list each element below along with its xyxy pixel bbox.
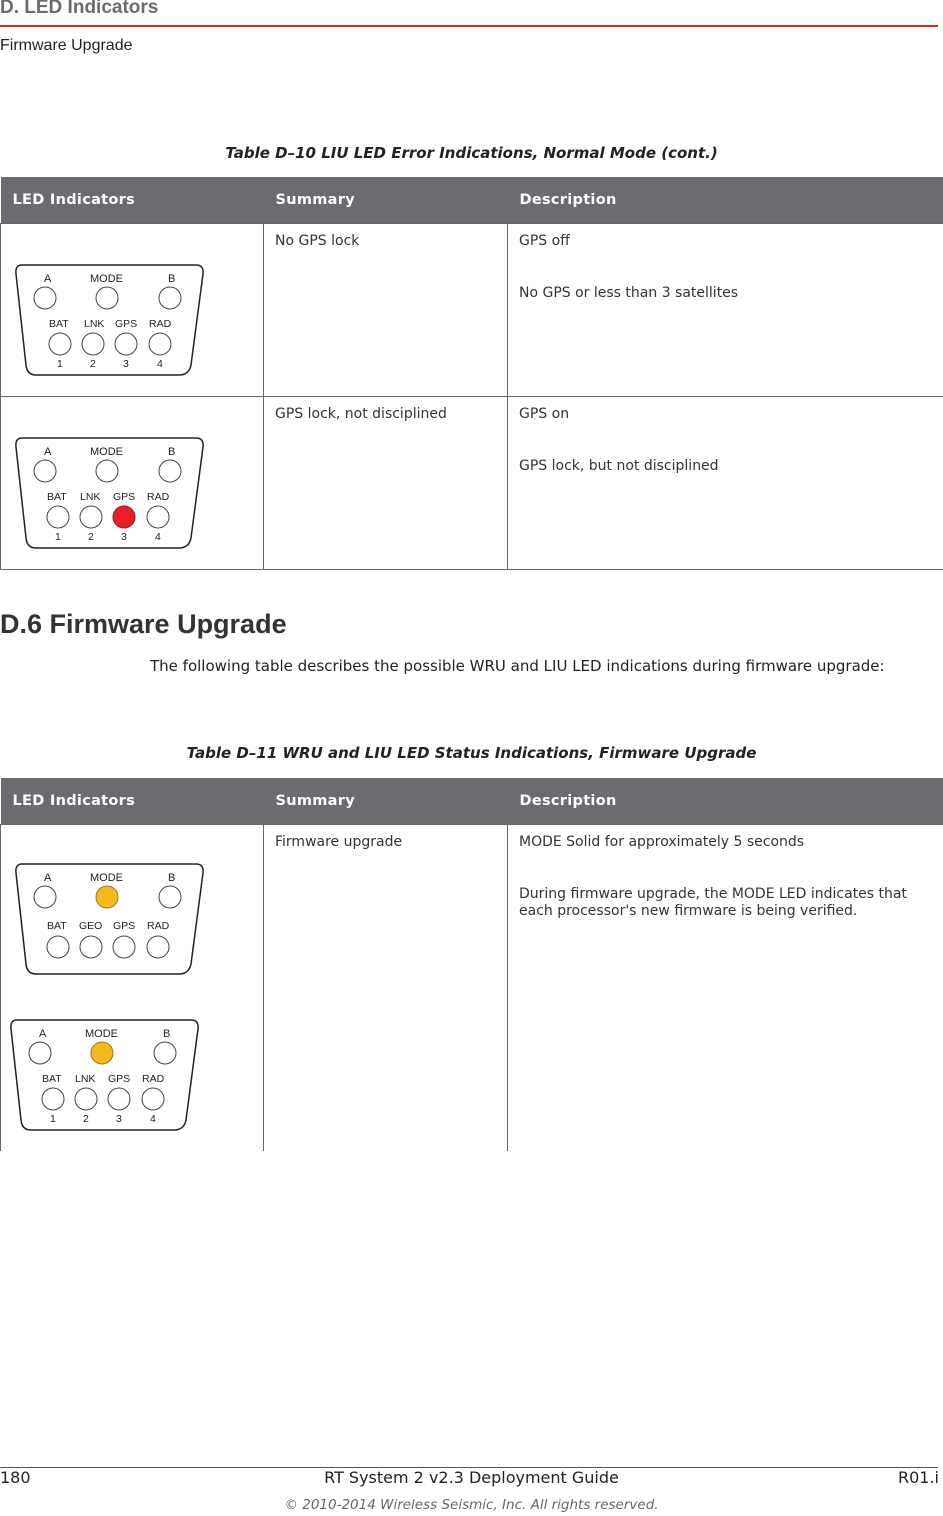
led-rad xyxy=(142,1088,164,1110)
led-number-4: 4 xyxy=(155,531,161,543)
led-a xyxy=(34,460,56,482)
liu-led-panel-graphic xyxy=(10,435,210,555)
led-a xyxy=(29,1042,51,1064)
section-heading: D.6 Firmware Upgrade xyxy=(0,609,287,639)
led-label-lnk: LNK xyxy=(84,318,105,330)
led-number-3: 3 xyxy=(123,358,129,370)
led-label-b: B xyxy=(168,273,176,285)
led-mode-lit-amber xyxy=(96,886,118,908)
summary-cell xyxy=(264,825,508,1151)
led-label-mode: MODE xyxy=(85,1028,118,1040)
led-label-bat: BAT xyxy=(47,491,67,503)
led-mode xyxy=(96,287,118,309)
led-number-2: 2 xyxy=(90,358,96,370)
led-b xyxy=(159,886,181,908)
led-number-1: 1 xyxy=(57,358,63,370)
col-led-indicators: LED Indicators xyxy=(1,778,264,825)
led-rad xyxy=(147,936,169,958)
led-label-a: A xyxy=(39,1028,47,1040)
led-label-bat: BAT xyxy=(42,1073,62,1085)
table-row xyxy=(1,825,943,1151)
led-gps-lit-red xyxy=(113,506,135,528)
led-b xyxy=(159,287,181,309)
led-label-mode: MODE xyxy=(90,446,123,458)
led-label-rad: RAD xyxy=(142,1073,165,1085)
table2-caption: Table D–11 WRU and LIU LED Status Indications, Firmware Upgrade xyxy=(186,744,757,762)
col-summary: Summary xyxy=(264,177,508,224)
description-line1: MODE Solid for approximately 5 seconds xyxy=(519,834,805,850)
led-mode-lit-amber xyxy=(91,1042,113,1064)
col-led-indicators: LED Indicators xyxy=(1,177,264,224)
led-number-3: 3 xyxy=(121,531,127,543)
led-gps xyxy=(108,1088,130,1110)
led-number-4: 4 xyxy=(157,358,163,370)
running-header-subtitle: Firmware Upgrade xyxy=(0,37,133,54)
led-lnk xyxy=(80,506,102,528)
copyright: © 2010-2014 Wireless Seismic, Inc. All rights reserved. xyxy=(284,1497,659,1513)
col-description: Description xyxy=(508,778,943,825)
description-line1: GPS off xyxy=(519,233,570,249)
led-number-1: 1 xyxy=(55,531,61,543)
table1-header-row xyxy=(1,177,943,224)
led-gps xyxy=(115,333,137,355)
col-summary: Summary xyxy=(264,778,508,825)
led-gps xyxy=(113,936,135,958)
col-description: Description xyxy=(508,177,943,224)
led-label-a: A xyxy=(44,446,52,458)
led-cell xyxy=(1,825,264,1151)
description-line2: GPS lock, but not disciplined xyxy=(519,458,719,474)
led-lnk xyxy=(75,1088,97,1110)
led-label-gps: GPS xyxy=(115,318,138,330)
description-line1: GPS on xyxy=(519,406,570,422)
led-label-lnk: LNK xyxy=(75,1073,96,1085)
document-title: RT System 2 v2.3 Deployment Guide xyxy=(324,1468,619,1487)
led-label-rad: RAD xyxy=(147,491,170,503)
led-number-3: 3 xyxy=(116,1113,122,1125)
led-rad xyxy=(149,333,171,355)
led-number-2: 2 xyxy=(83,1113,89,1125)
description-cell xyxy=(508,397,943,570)
led-label-gps: GPS xyxy=(108,1073,131,1085)
table2-header-row xyxy=(1,778,943,825)
led-lnk xyxy=(82,333,104,355)
led-geo xyxy=(80,936,102,958)
led-number-1: 1 xyxy=(50,1113,56,1125)
led-b xyxy=(159,460,181,482)
table2 xyxy=(0,778,943,1151)
led-bat xyxy=(49,333,71,355)
led-b xyxy=(154,1042,176,1064)
section-paragraph: The following table describes the possible WRU and LIU LED indications during firmware upgrade: xyxy=(150,657,885,675)
table-row xyxy=(1,397,943,570)
table1-caption: Table D–10 LIU LED Error Indications, Normal Mode (cont.) xyxy=(225,144,718,162)
led-label-gps: GPS xyxy=(113,920,136,932)
led-label-mode: MODE xyxy=(90,273,123,285)
running-header-title: D. LED Indicators xyxy=(0,0,159,18)
led-cell xyxy=(1,397,264,570)
liu-led-panel-graphic xyxy=(10,262,210,382)
led-number-4: 4 xyxy=(150,1113,156,1125)
led-label-geo: GEO xyxy=(79,920,103,932)
led-label-b: B xyxy=(163,1028,171,1040)
led-mode xyxy=(96,460,118,482)
led-cell xyxy=(1,224,264,397)
header-rule xyxy=(0,25,938,27)
led-bat xyxy=(47,936,69,958)
page-number: 180 xyxy=(0,1468,31,1487)
led-label-b: B xyxy=(168,446,176,458)
led-label-gps: GPS xyxy=(113,491,136,503)
table-row xyxy=(1,224,943,397)
led-bat xyxy=(47,506,69,528)
liu-led-panel-graphic xyxy=(5,1017,205,1137)
led-rad xyxy=(147,506,169,528)
description-line2: No GPS or less than 3 satellites xyxy=(519,285,739,301)
description-cell xyxy=(508,224,943,397)
led-number-2: 2 xyxy=(88,531,94,543)
summary-text: No GPS lock xyxy=(275,233,360,249)
led-label-rad: RAD xyxy=(147,920,170,932)
led-a xyxy=(34,287,56,309)
summary-text: GPS lock, not disciplined xyxy=(275,406,447,422)
description-line2: During firmware upgrade, the MODE LED indicates that each processor's new firmware is being verified. xyxy=(519,886,907,919)
revision: R01.i xyxy=(897,1468,939,1487)
led-bat xyxy=(42,1088,64,1110)
led-label-a: A xyxy=(44,273,52,285)
led-label-b: B xyxy=(168,872,176,884)
led-label-bat: BAT xyxy=(47,920,67,932)
table1 xyxy=(0,177,943,570)
led-label-rad: RAD xyxy=(149,318,172,330)
led-label-lnk: LNK xyxy=(80,491,101,503)
summary-cell xyxy=(264,397,508,570)
led-label-mode: MODE xyxy=(90,872,123,884)
description-cell xyxy=(508,825,943,1151)
led-a xyxy=(34,886,56,908)
led-label-bat: BAT xyxy=(49,318,69,330)
led-label-a: A xyxy=(44,872,52,884)
summary-text: Firmware upgrade xyxy=(275,834,403,850)
wru-led-panel-graphic xyxy=(10,861,210,981)
summary-cell xyxy=(264,224,508,397)
